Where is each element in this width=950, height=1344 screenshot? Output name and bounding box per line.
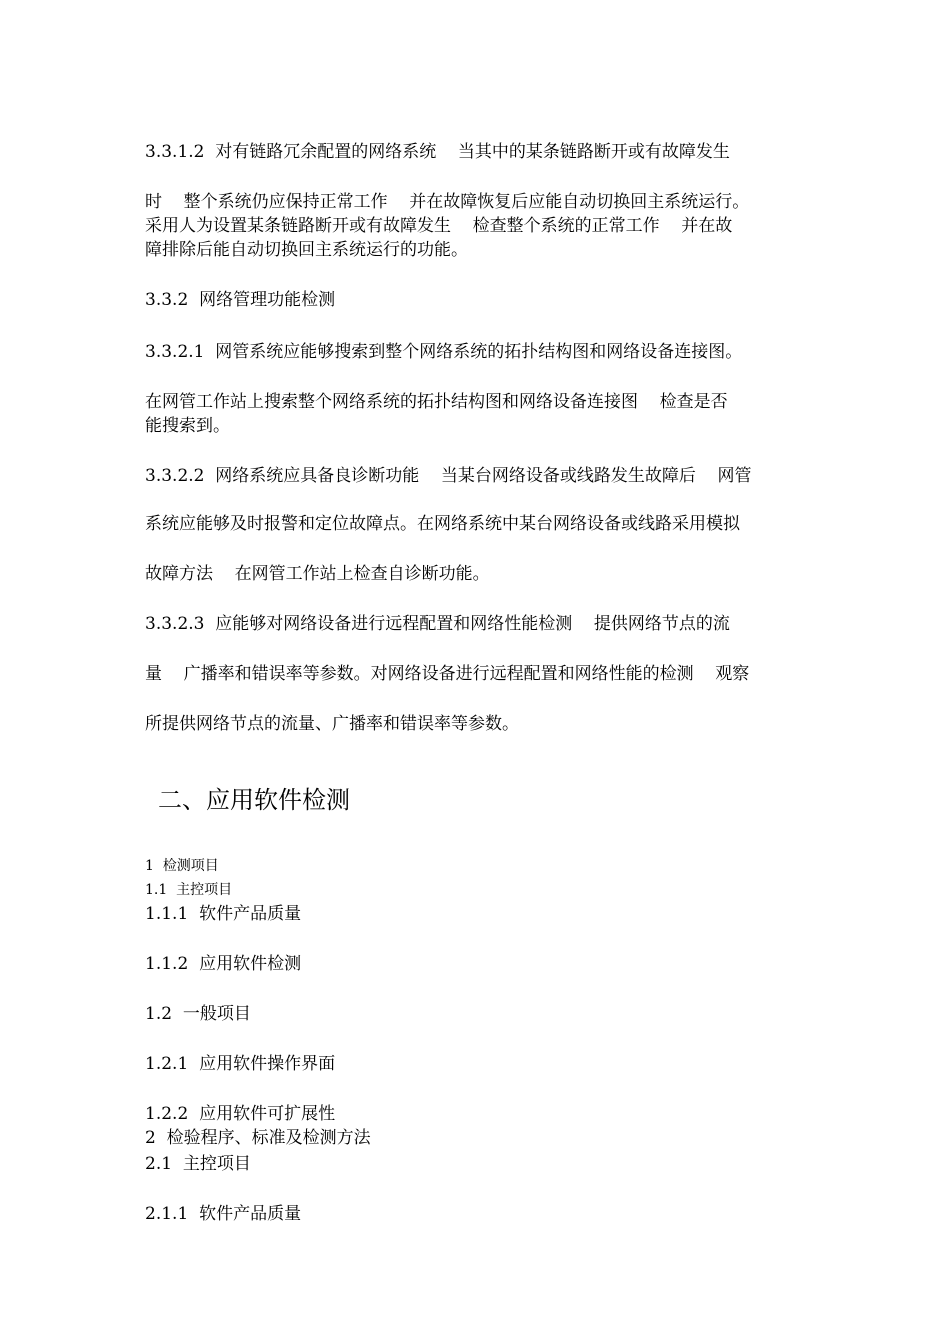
paragraph-line: 采用人为设置某条链路断开或有故障发生 检查整个系统的正常工作 并在故: [145, 216, 733, 236]
paragraph-line: 在网管工作站上搜索整个网络系统的拓扑结构图和网络设备连接图 检查是否: [145, 392, 728, 412]
outline-item: 2.1 主控项目: [145, 1154, 251, 1174]
paragraph-line: 3.3.1.2 对有链路冗余配置的网络系统 当其中的某条链路断开或有故障发生: [145, 142, 730, 162]
paragraph-line: 时 整个系统仍应保持正常工作 并在故障恢复后应能自动切换回主系统运行。: [145, 192, 750, 212]
paragraph-line: 量 广播率和错误率等参数。对网络设备进行远程配置和网络性能的检测 观察: [145, 664, 750, 684]
paragraph-line: 故障方法 在网管工作站上检查自诊断功能。: [145, 564, 490, 584]
paragraph-line: 系统应能够及时报警和定位故障点。在网络系统中某台网络设备或线路采用模拟: [145, 514, 740, 534]
paragraph-line: 能搜索到。: [145, 416, 230, 436]
section-subheading: 3.3.2 网络管理功能检测: [145, 290, 336, 310]
paragraph-line: 3.3.2.3 应能够对网络设备进行远程配置和网络性能检测 提供网络节点的流: [145, 614, 730, 634]
paragraph-line: 3.3.2.2 网络系统应具备良诊断功能 当某台网络设备或线路发生故障后 网管: [145, 466, 752, 486]
outline-item: 1.1 主控项目: [145, 882, 233, 898]
outline-item: 1.2 一般项目: [145, 1004, 251, 1024]
outline-item: 1.2.1 应用软件操作界面: [145, 1054, 336, 1074]
section-heading: 二、应用软件检测: [158, 786, 350, 814]
outline-item: 1.2.2 应用软件可扩展性: [145, 1104, 336, 1124]
paragraph-line: 3.3.2.1 网管系统应能够搜索到整个网络系统的拓扑结构图和网络设备连接图。: [145, 342, 743, 362]
outline-item: 1.1.1 软件产品质量: [145, 904, 302, 924]
paragraph-line: 所提供网络节点的流量、广播率和错误率等参数。: [145, 714, 519, 734]
outline-item: 1.1.2 应用软件检测: [145, 954, 302, 974]
paragraph-line: 障排除后能自动切换回主系统运行的功能。: [145, 240, 468, 260]
outline-item: 2.1.1 软件产品质量: [145, 1204, 302, 1224]
outline-item: 2 检验程序、标准及检测方法: [145, 1128, 371, 1148]
outline-item: 1 检测项目: [145, 858, 219, 874]
